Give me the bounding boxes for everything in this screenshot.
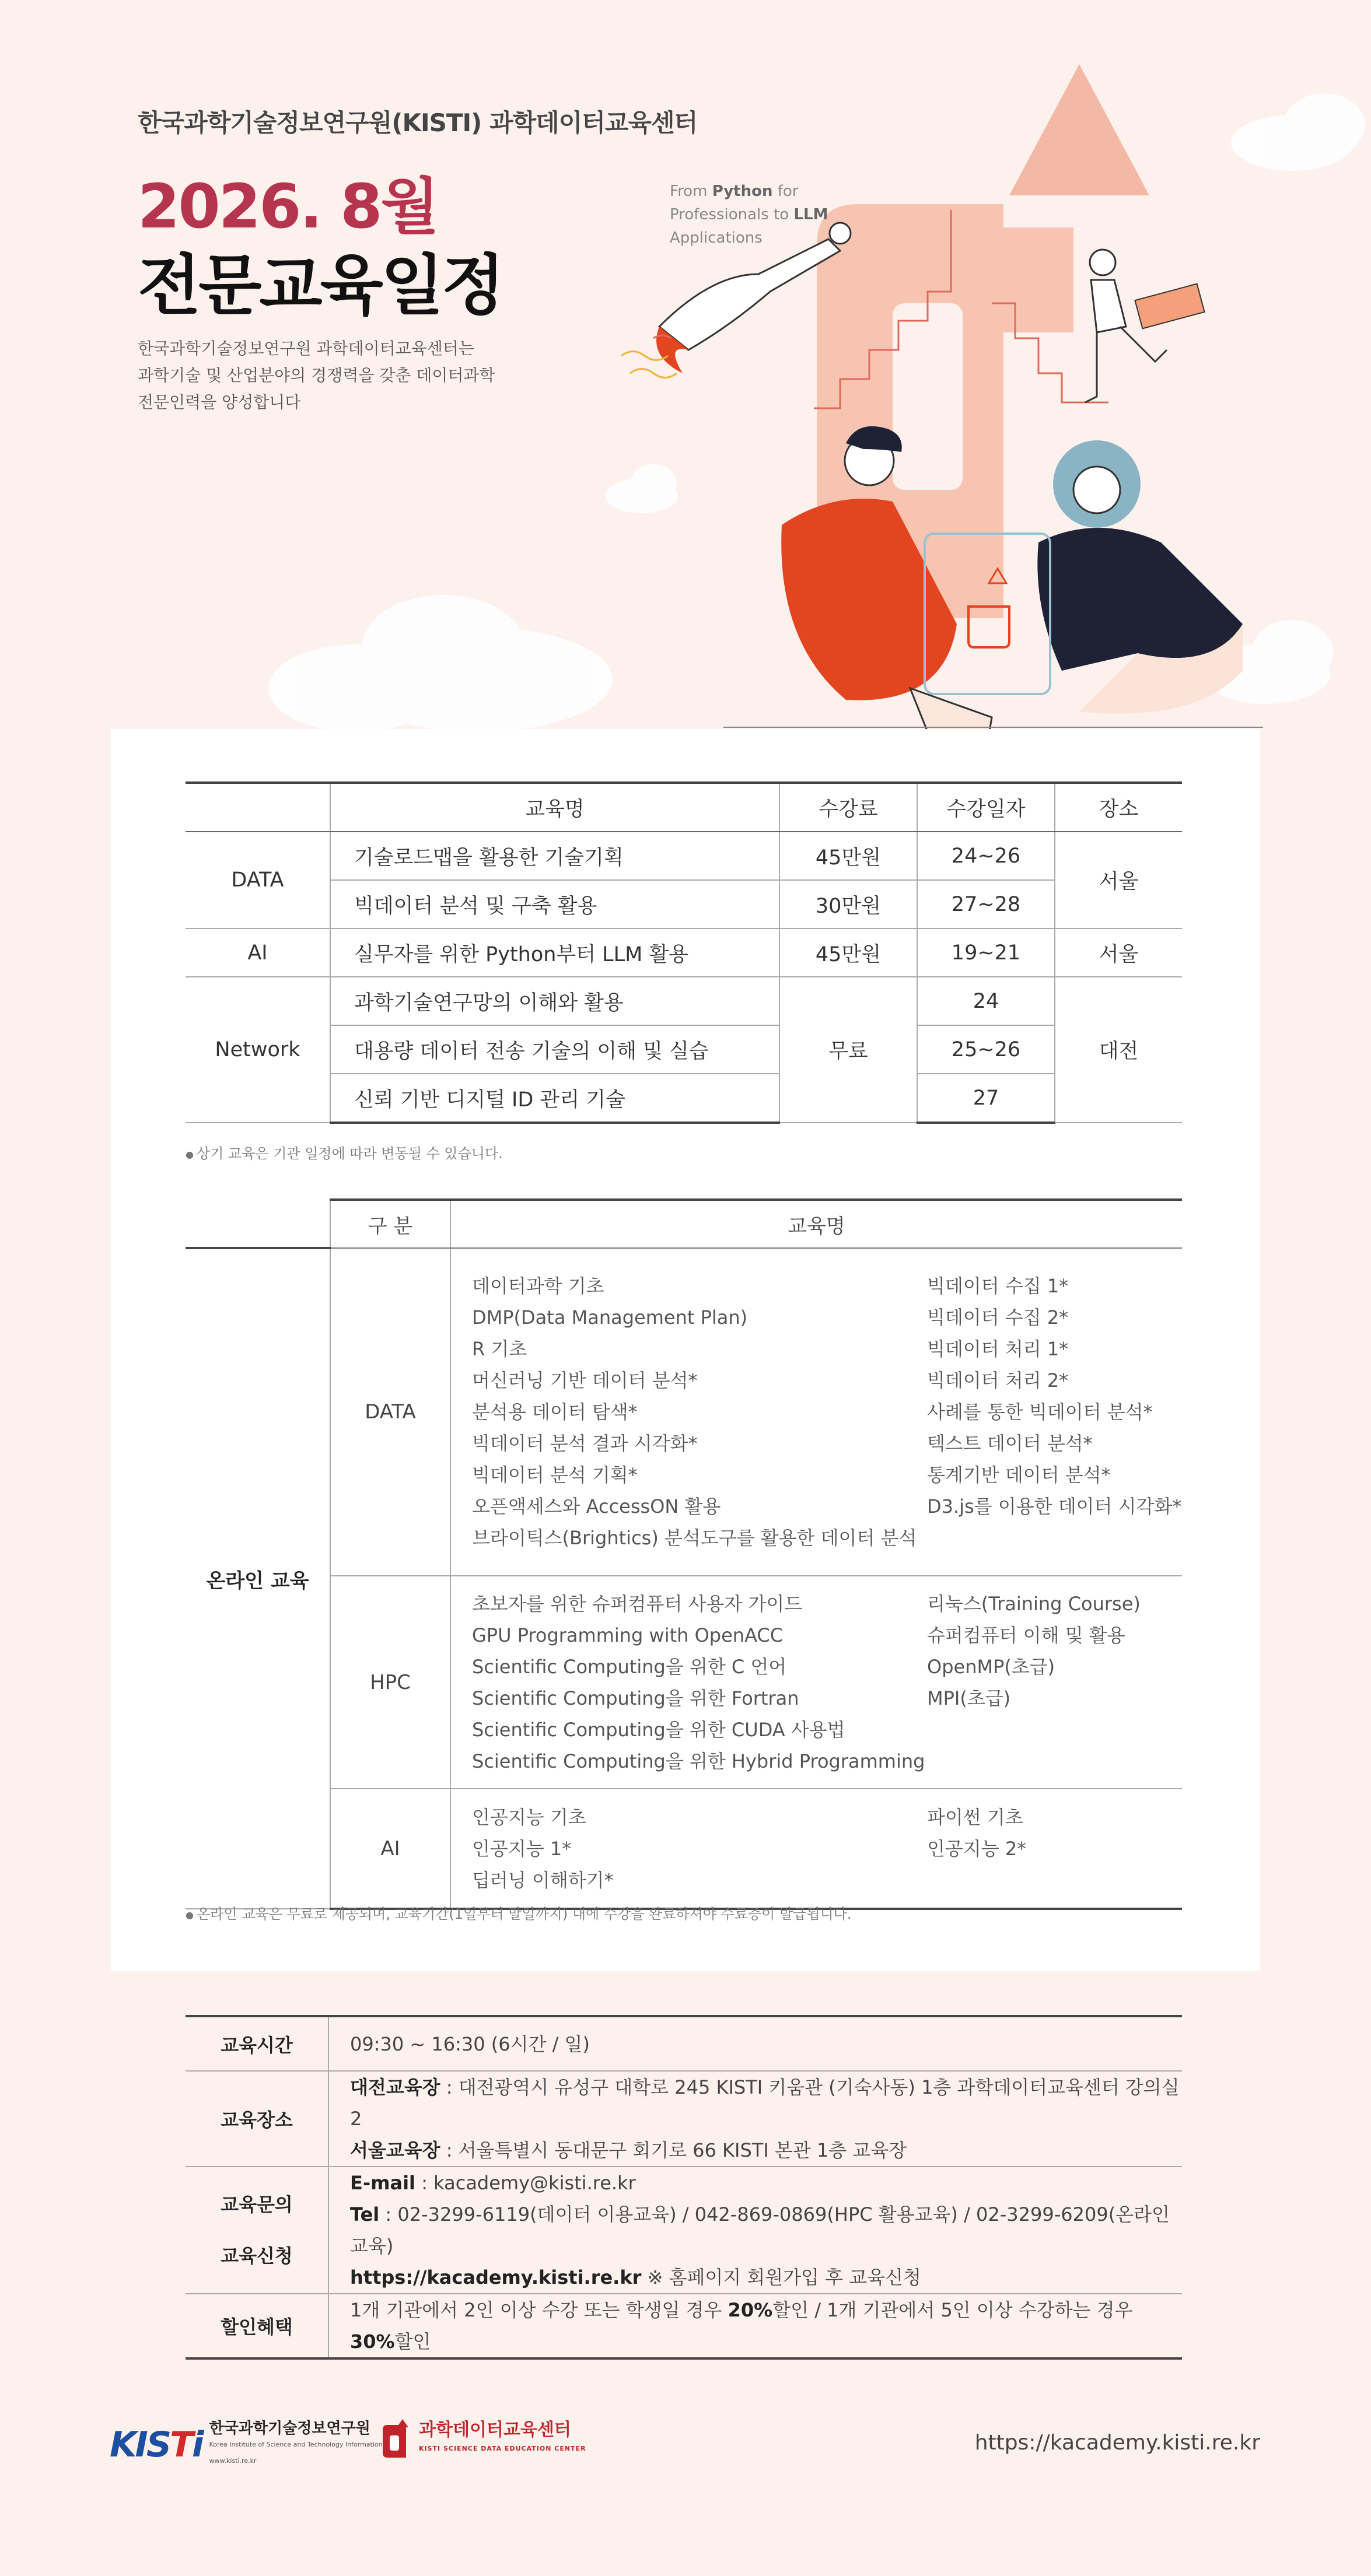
- place-label: 교육장소: [186, 2071, 328, 2167]
- course-list: [927, 1270, 1181, 1554]
- course-header: 교육명: [450, 1200, 1182, 1248]
- org-title: 한국과학기술정보연구원(KISTI) 과학데이터교육센터: [138, 108, 698, 137]
- cloud-shape: [1231, 93, 1365, 171]
- tagline: From Python for Professionals to LLM Applications: [670, 183, 828, 247]
- woman-navy-shirt-figure: [1037, 440, 1243, 714]
- list-item: D3.js를 이용한 데이터 시각화*: [927, 1495, 1182, 1517]
- place-cell: 대전: [1055, 977, 1182, 1123]
- list-item: OpenMP(초급): [927, 1655, 1055, 1678]
- list-item: 인공지능 기초: [472, 1806, 586, 1828]
- triangle-shape: [1009, 64, 1149, 195]
- list-item: Scientific Computing을 위한 Hybrid Programming: [472, 1750, 925, 1772]
- table-row: [186, 928, 1182, 977]
- kisti-logo: [110, 2420, 383, 2469]
- table-row: [186, 832, 1182, 880]
- info-table: [186, 2015, 1182, 2360]
- table-row: [186, 977, 1182, 1025]
- course-list-cell: [450, 1789, 1182, 1909]
- list-item: 빅데이터 수집 2*: [927, 1306, 1069, 1329]
- table-row: [186, 2294, 1182, 2358]
- fee-cell: 45만원: [779, 928, 917, 977]
- schedule-month: 2026. 8월: [138, 171, 438, 242]
- inquiry-label: 교육문의: [221, 2193, 293, 2216]
- cloud-shape: [268, 595, 613, 732]
- dates-cell: 19~21: [917, 928, 1055, 977]
- category-cell: HPC: [330, 1576, 450, 1789]
- person-with-document-figure: [1085, 250, 1205, 402]
- list-item: 빅데이터 처리 1*: [927, 1338, 1069, 1360]
- course-cell: 실무자를 위한 Python부터 LLM 활용: [330, 928, 779, 977]
- category-cell: DATA: [186, 832, 330, 928]
- course-list: [927, 1588, 1141, 1714]
- table-row: [186, 1576, 1182, 1789]
- list-item: MPI(초급): [927, 1687, 1011, 1709]
- time-label: 교육시간: [186, 2016, 328, 2071]
- schedule-table: [186, 781, 1182, 1124]
- fee-cell: 무료: [779, 977, 917, 1123]
- list-item: 빅데이터 처리 2*: [927, 1369, 1069, 1392]
- list-item: 초보자를 위한 슈퍼컴퓨터 사용자 가이드: [472, 1592, 803, 1615]
- place-cell: 서울: [1055, 928, 1182, 977]
- table-row: [186, 1025, 1182, 1074]
- kisti-logo-text: 한국과학기술정보연구원 Korea Institute of Science and Technology Information www.kisti.re.kr: [209, 2420, 383, 2465]
- dates-cell: 24: [917, 977, 1055, 1025]
- dates-cell: 24~26: [917, 832, 1055, 880]
- table-row: [186, 1074, 1182, 1123]
- list-item: 텍스트 데이터 분석*: [927, 1432, 1093, 1455]
- list-item: Scientific Computing을 위한 C 언어: [472, 1655, 787, 1678]
- course-list: [472, 1802, 927, 1896]
- apply-label: 교육신청: [221, 2245, 293, 2267]
- fee-cell: 45만원: [779, 832, 917, 880]
- contact-value: E-mail : kacademy@kisti.re.kr Tel : 02-3299-6119(데이터 이용교육) / 042-869-0869(HPC 활용교육) / 02-3299-6209(온라인교육) https://kacademy.kisti.re.kr ※ 홈페이지 회원가입 후 교육신청: [328, 2167, 1182, 2294]
- kisti-logo-mark: KISTi: [110, 2424, 202, 2465]
- list-item: 통계기반 데이터 분석*: [927, 1464, 1111, 1486]
- list-item: Scientific Computing을 위한 CUDA 사용법: [472, 1718, 845, 1741]
- blank-header: [186, 1200, 330, 1248]
- place-header: 장소: [1055, 783, 1182, 832]
- apply-link[interactable]: https://kacademy.kisti.re.kr: [350, 2266, 642, 2288]
- list-item: GPU Programming with OpenACC: [472, 1624, 784, 1646]
- course-list-cell: [450, 1248, 1182, 1576]
- division-header: 구 분: [330, 1200, 450, 1248]
- course-cell: 대용량 데이터 전송 기술의 이해 및 실습: [330, 1025, 779, 1074]
- category-cell: DATA: [330, 1248, 450, 1576]
- intro-text: 한국과학기술정보연구원 과학데이터교육센터는 과학기술 및 산업분야의 경쟁력을 갖춘 데이터과학 전문인력을 양성합니다: [138, 339, 495, 412]
- category-cell: AI: [186, 928, 330, 977]
- list-item: 사례를 통한 빅데이터 분석*: [927, 1401, 1153, 1423]
- course-list: [927, 1802, 1026, 1864]
- online-note: ● 온라인 교육은 무료로 제공되며, 교육기간(1일부터 말일까지) 내에 수강을 완료하셔야 수료증이 발급됩니다.: [186, 1902, 852, 1923]
- discount-value: 1개 기관에서 2인 이상 수강 또는 학생일 경우 20%할인 / 1개 기관에서 5인 이상 수강하는 경우 30%할인: [328, 2294, 1182, 2358]
- table-row: [186, 2167, 1182, 2294]
- list-item: 데이터과학 기초: [472, 1275, 604, 1297]
- list-item: 리눅스(Training Course): [927, 1592, 1141, 1615]
- inquiry-apply-labels: [186, 2167, 328, 2294]
- category-cell: AI: [330, 1789, 450, 1909]
- table-row: [186, 2071, 1182, 2167]
- table-row: [186, 1789, 1182, 1909]
- table-header-row: [186, 1200, 1182, 1248]
- list-item: R 기초: [472, 1338, 527, 1360]
- list-item: 오픈액세스와 AccessON 활용: [472, 1495, 721, 1517]
- list-item: Scientific Computing을 위한 Fortran: [472, 1687, 799, 1709]
- category-header: [186, 783, 330, 832]
- course-header: 교육명: [330, 783, 779, 832]
- list-item: 파이썬 기초: [927, 1806, 1023, 1828]
- course-cell: 신뢰 기반 디지털 ID 관리 기술: [330, 1074, 779, 1123]
- list-item: 인공지능 2*: [927, 1837, 1027, 1860]
- course-list: [472, 1270, 927, 1554]
- list-item: 빅데이터 수집 1*: [927, 1275, 1069, 1297]
- online-education-label: 온라인 교육: [186, 1248, 330, 1909]
- list-item: 인공지능 1*: [472, 1837, 572, 1860]
- list-item: 빅데이터 분석 결과 시각화*: [472, 1432, 698, 1455]
- dates-cell: 27~28: [917, 880, 1055, 928]
- course-list-cell: [450, 1576, 1182, 1789]
- fee-header: 수강료: [779, 783, 917, 832]
- dates-cell: 27: [917, 1074, 1055, 1123]
- place-cell: 서울: [1055, 832, 1182, 928]
- place-value: 대전교육장 : 대전광역시 유성구 대학로 245 KISTI 키움관 (기숙사동) 1층 과학데이터교육센터 강의실 2 서울교육장 : 서울특별시 동대문구 회기로 66 KISTI 본관 1층 교육장: [328, 2071, 1182, 2167]
- list-item: 슈퍼컴퓨터 이해 및 활용: [927, 1624, 1125, 1646]
- dates-header: 수강일자: [917, 783, 1055, 832]
- page-title: 전문교육일정: [138, 248, 503, 324]
- course-cell: 과학기술연구망의 이해와 활용: [330, 977, 779, 1025]
- table-row: [186, 2016, 1182, 2071]
- list-item: 브라이틱스(Brightics) 분석도구를 활용한 데이터 분석: [472, 1527, 917, 1549]
- schedule-note: ● 상기 교육은 기관 일정에 따라 변동될 수 있습니다.: [186, 1142, 503, 1162]
- time-value: 09:30 ~ 16:30 (6시간 / 일): [328, 2016, 1182, 2071]
- fee-cell: 30만원: [779, 880, 917, 928]
- category-cell: Network: [186, 977, 330, 1123]
- discount-label: 할인혜택: [186, 2294, 328, 2358]
- table-row: [186, 880, 1182, 928]
- table-row: [186, 1248, 1182, 1576]
- data-center-logo-text: 과학데이터교육센터 KISTI SCIENCE DATA EDUCATION CENTER: [419, 2420, 586, 2452]
- list-item: 머신러닝 기반 데이터 분석*: [472, 1369, 698, 1392]
- list-item: 분석용 데이터 탐색*: [472, 1401, 638, 1423]
- cloud-shape: [606, 464, 678, 513]
- table-header-row: [186, 783, 1182, 832]
- d-logo-icon: [379, 2419, 412, 2460]
- list-item: 딥러닝 이해하기*: [472, 1869, 614, 1891]
- list-item: DMP(Data Management Plan): [472, 1306, 748, 1329]
- data-center-logo: [379, 2419, 586, 2460]
- online-course-table: [186, 1198, 1182, 1910]
- course-list: [472, 1588, 927, 1777]
- list-item: 빅데이터 분석 기획*: [472, 1464, 638, 1486]
- dates-cell: 25~26: [917, 1025, 1055, 1074]
- course-cell: 빅데이터 분석 및 구축 활용: [330, 880, 779, 928]
- footer-url-link[interactable]: https://kacademy.kisti.re.kr: [974, 2431, 1260, 2455]
- course-cell: 기술로드맵을 활용한 기술기획: [330, 832, 779, 880]
